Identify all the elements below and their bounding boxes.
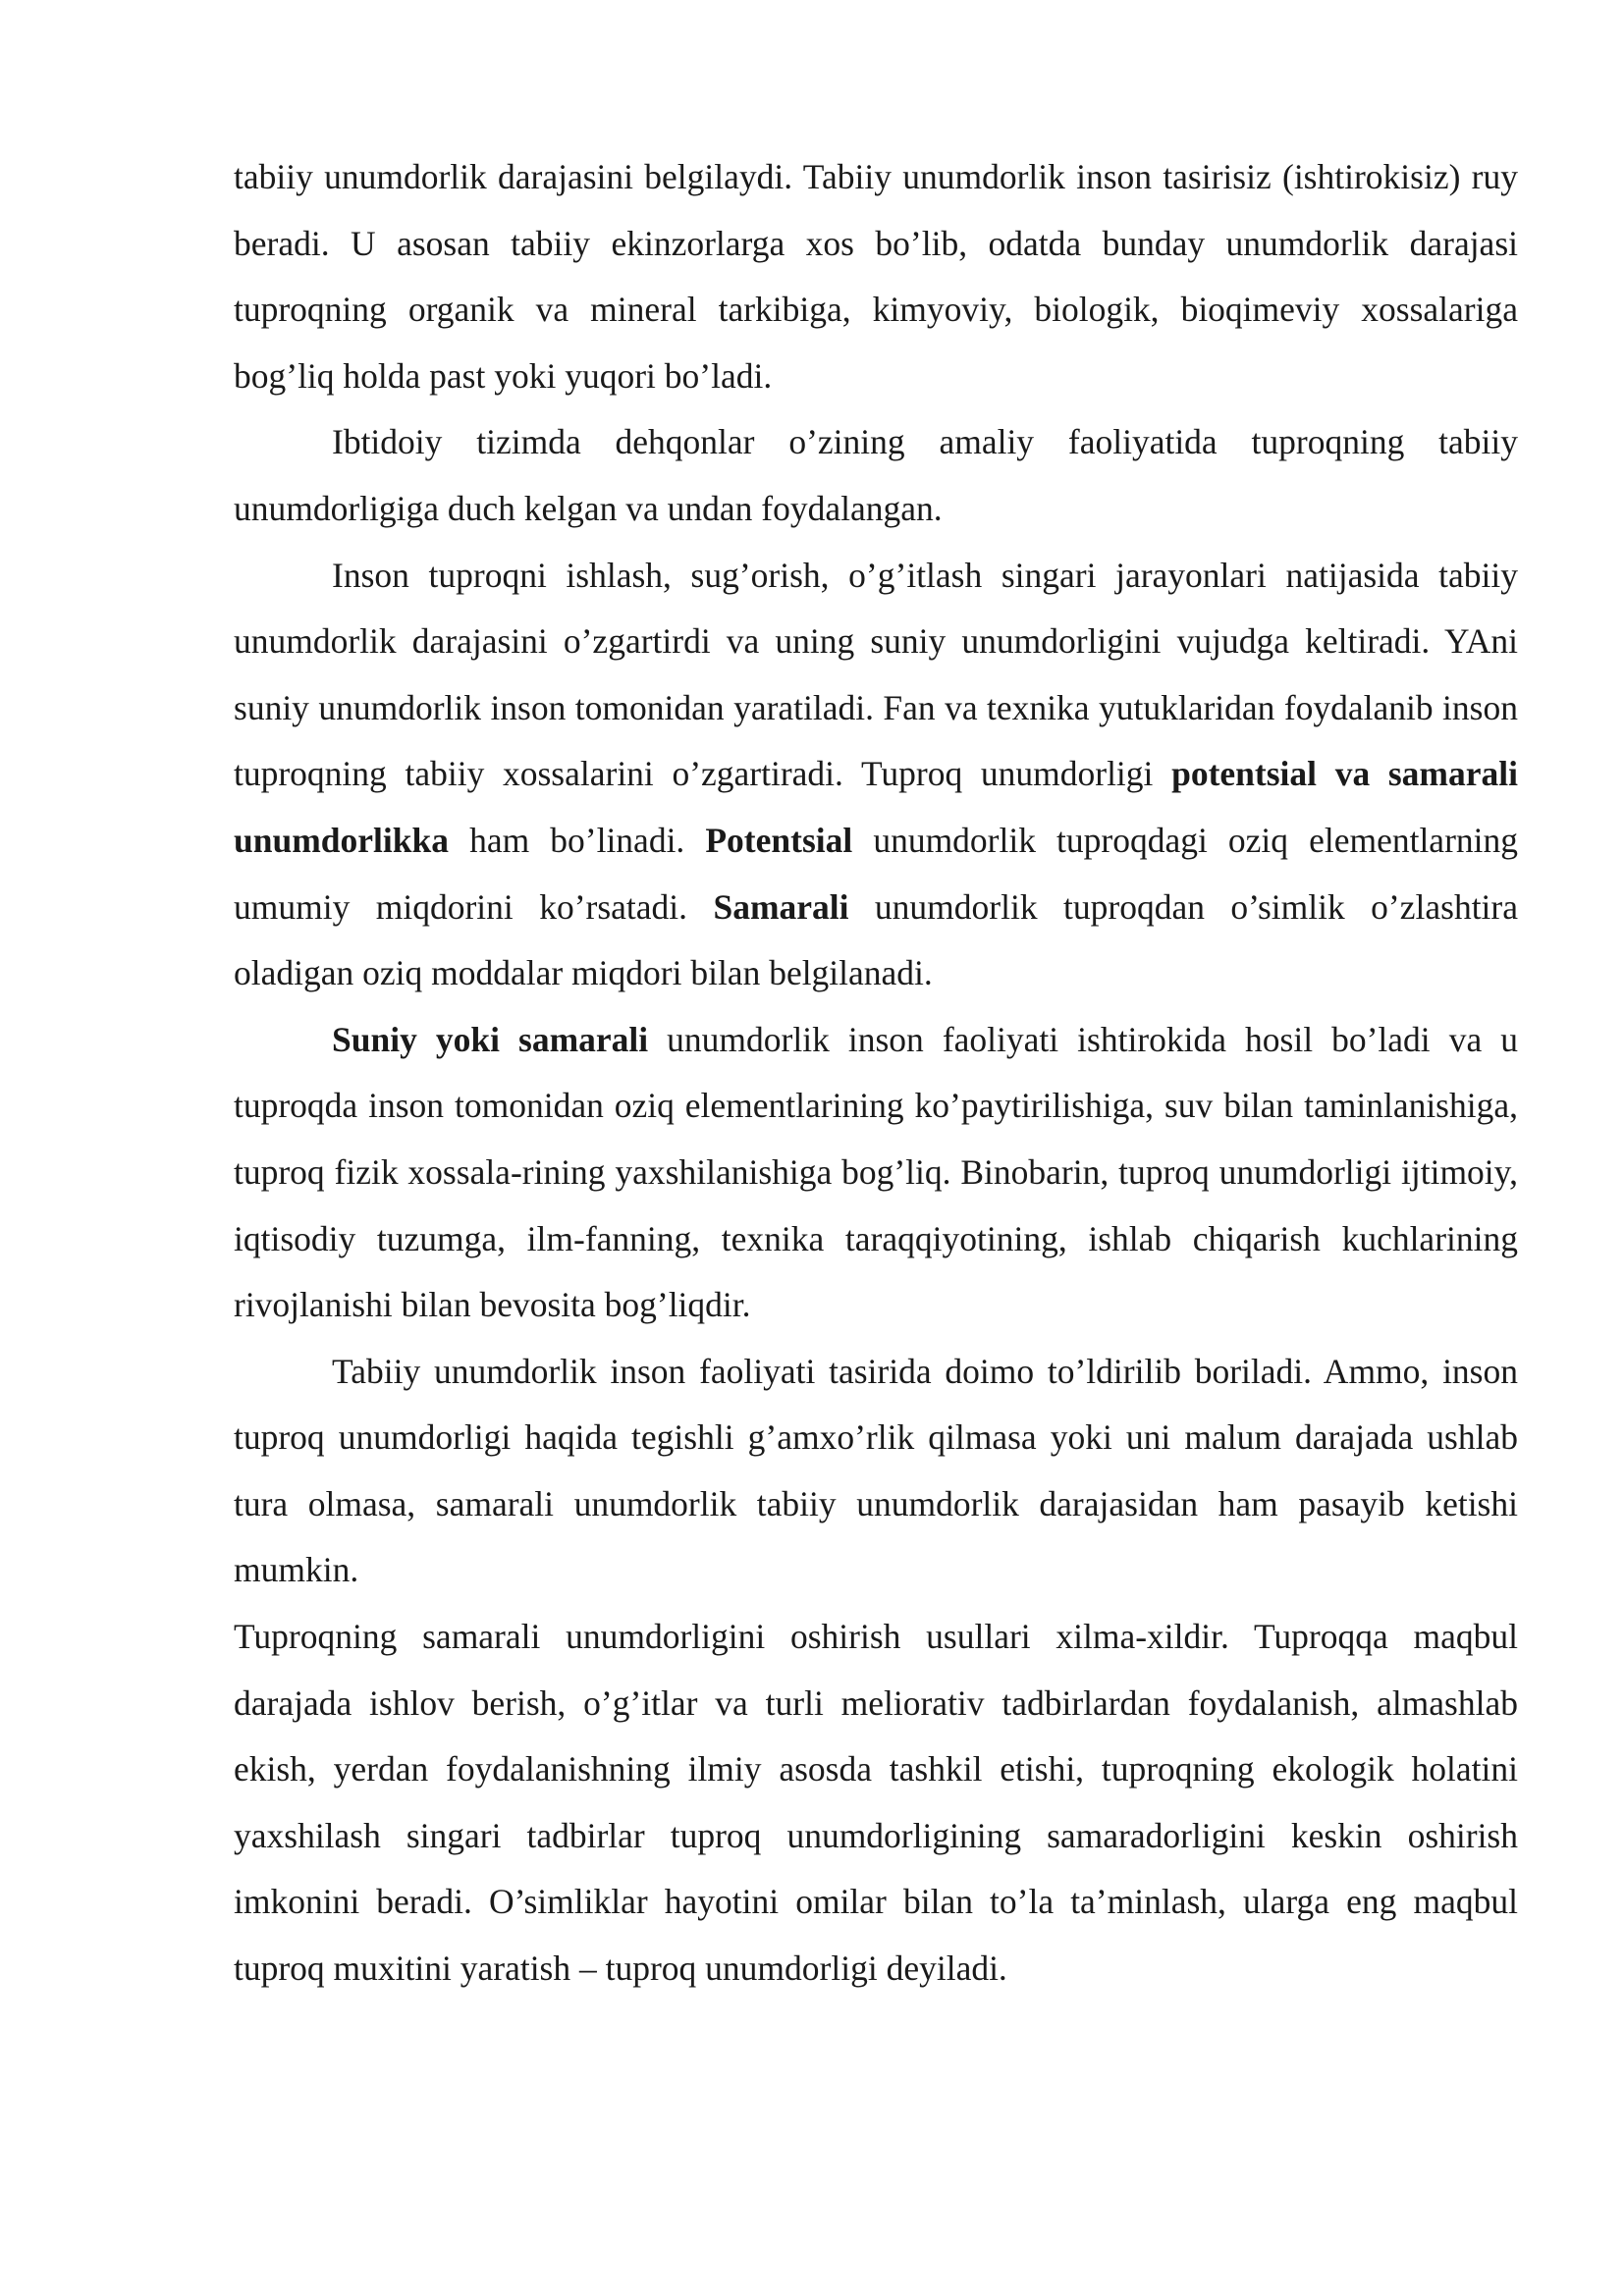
text-run: unumdorlik tuproqdan o’simlik o’zlashtira oladigan oziq moddalar miqdori bilan belgilanadi.: [234, 886, 1518, 993]
text-run: Tabiiy unumdorlik inson faoliyati tasirida doimo to’ldirilib boriladi. Ammo, inson tuproq unumdorligi haqida tegishli g’amxo’rlik qilmasa yoki uni malum darajada ushlab tura olmasa, samarali unumdorlik tabiiy unumdorlik darajasidan ham pasayib ketishi mumkin.: [234, 1351, 1518, 1590]
text-run: tabiiy unumdorlik darajasini belgilaydi. Tabiiy unumdorlik inson tasirisiz (ishtirokisiz) ruy beradi. U asosan tabiiy ekinzorlarga xos bo’lib, odatda bunday unumdorlik darajasi tuproqning organik va mineral tarkibiga, kimyoviy, biologik, bioqimeviy xossalariga bog’liq holda past yoki yuqori bo’ladi.: [234, 157, 1518, 396]
paragraph-human-activity: [234, 1339, 1518, 1604]
paragraph-artificial-fertility: [234, 543, 1518, 1007]
text-run: Inson tuproqni ishlash, sug’orish, o’g’itlash singari jarayonlari natijasida tabiiy unumdorlik darajasini o’zgartirdi va uning suniy unumdorligini vujudga keltiradi. YAni suniy unumdorlik inson tomonidan yaratiladi. Fan va texnika yutuklaridan foydalanib inson tuproqning tabiiy xossalarini o’zgartiradi. Tuproq unumdorligi: [234, 555, 1518, 794]
bold-term: Samarali: [713, 886, 849, 927]
document-page: [234, 144, 1518, 2002]
text-run: unumdorlik tuproqdagi oziq elementlarning umumiy miqdorini ko’rsatadi.: [234, 820, 1518, 927]
text-run: ham bo’linadi.: [449, 820, 706, 860]
text-run: unumdorlik inson faoliyati ishtirokida hosil bo’ladi va u tuproqda inson tomonidan oziq elementlarining ko’paytirilishiga, suv bilan taminlanishiga, tuproq fizik xossala-rining yaxshilanishiga bog’liq. Binobarin, tuproq unumdorligi ijtimoiy, iqtisodiy tuzumga, ilm-fanning, texnika taraqqiyotining, ishlab chiqarish kuchlarining rivojlanishi bilan bevosita bog’liqdir.: [234, 1019, 1518, 1325]
paragraph-natural-fertility: [234, 144, 1518, 409]
text-run: Ibtidoiy tizimda dehqonlar o’zining amaliy faoliyatida tuproqning tabiiy unumdorligiga duch kelgan va undan foydalangan.: [234, 422, 1518, 528]
bold-term: Potentsial: [705, 820, 853, 860]
paragraph-primitive-system: [234, 409, 1518, 542]
paragraph-effective-fertility: [234, 1007, 1518, 1339]
bold-term: Suniy yoki samarali: [332, 1019, 649, 1059]
bold-term: potentsial va samarali unumdorlikka: [234, 754, 1518, 860]
text-run: Tuproqning samarali unumdorligini oshirish usullari xilma-xildir. Tuproqqa maqbul darajada ishlov berish, o’g’itlar va turli meliorativ tadbirlardan foydalanish, almashlab ekish, yerdan foydalanishning ilmiy asosda tashkil etishi, tuproqning ekologik holatini yaxshilash singari tadbirlar tuproq unumdorligining samaradorligini keskin oshirish imkonini beradi. O’simliklar hayotini omilar bilan to’la ta’minlash, ularga eng maqbul tuproq muxitini yaratish – tuproq unumdorligi deyiladi.: [234, 1617, 1518, 1989]
paragraph-improvement-methods: [234, 1604, 1518, 2002]
